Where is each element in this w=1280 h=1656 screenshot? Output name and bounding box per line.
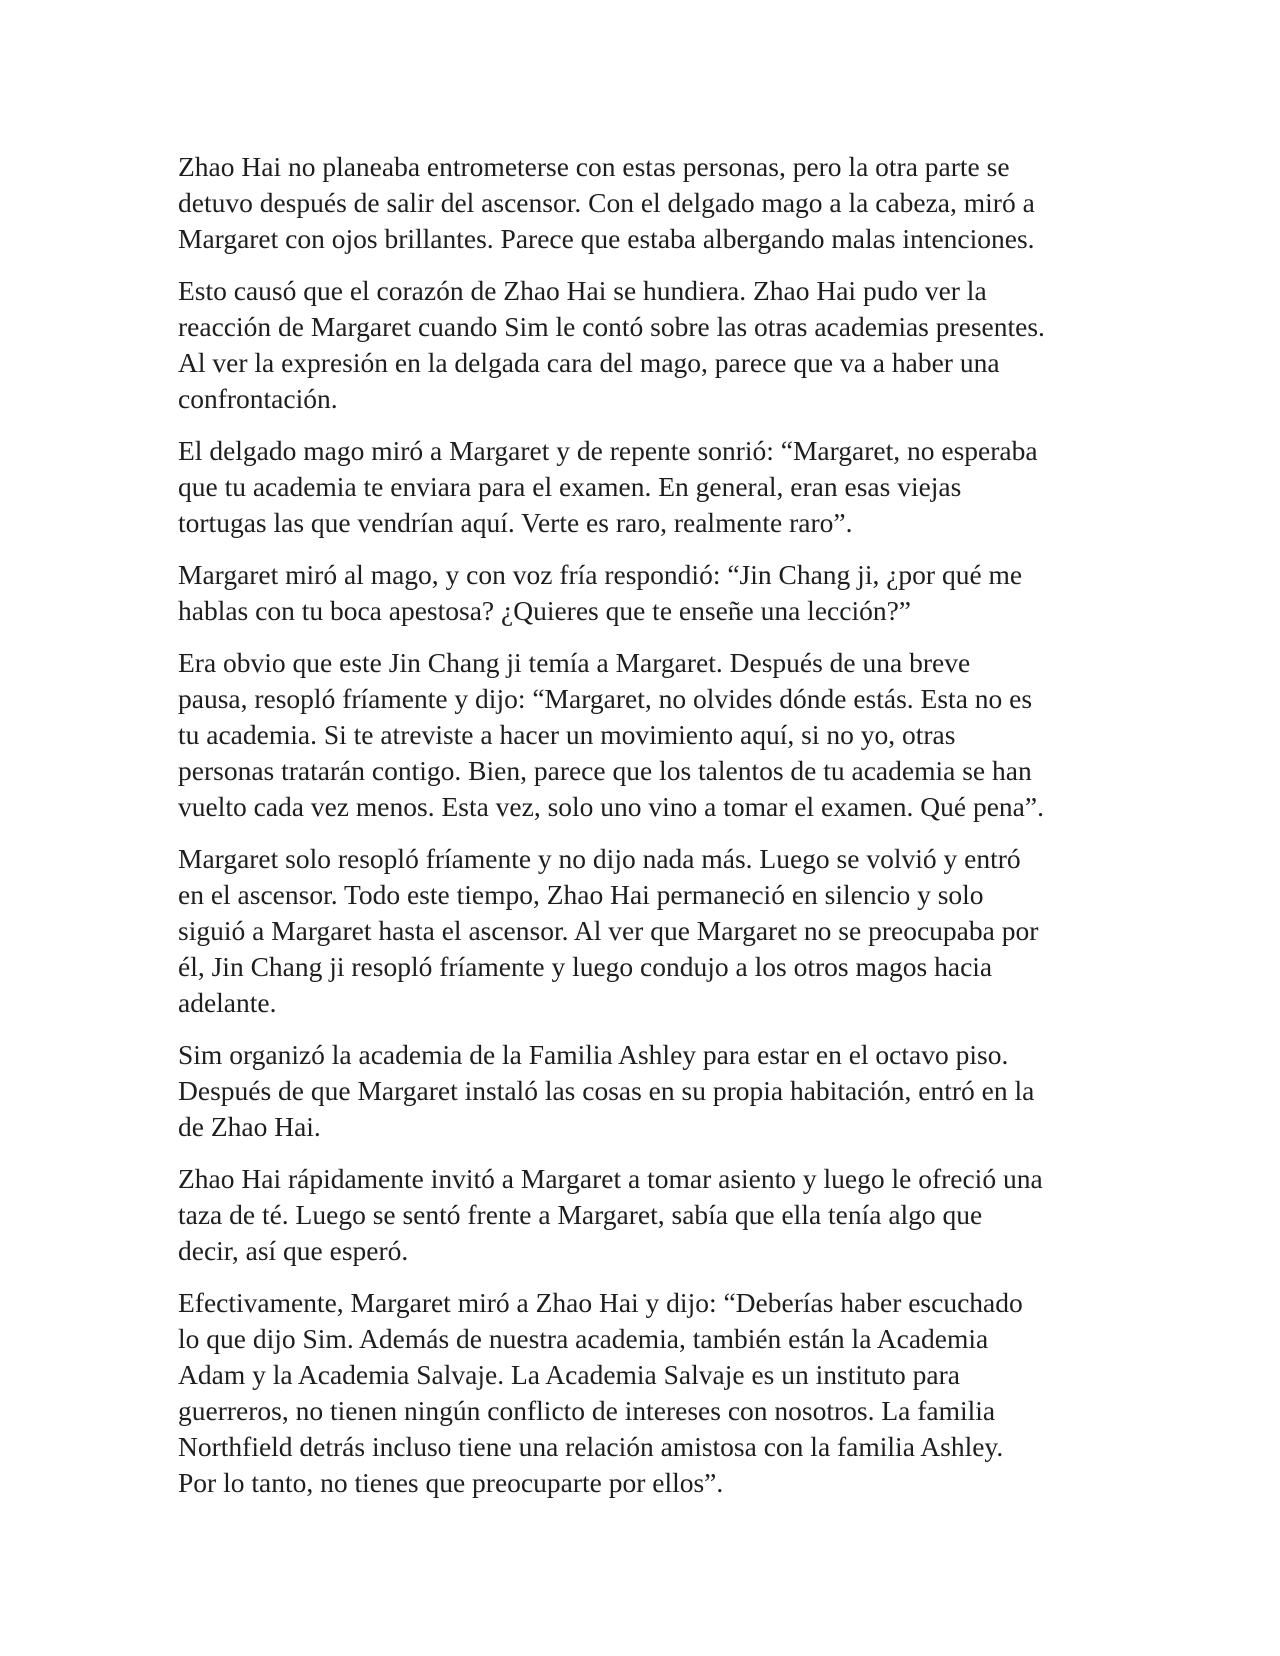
paragraph-1: Zhao Hai no planeaba entrometerse con estas personas, pero la otra parte se detuvo después de salir del ascensor. Con el delgado mago a la cabeza, miró a Margaret con ojos brillantes. Parece que estaba albergando malas intenciones.	[178, 151, 1035, 254]
paragraph-8: Zhao Hai rápidamente invitó a Margaret a tomar asiento y luego le ofreció una taza de té. Luego se sentó frente a Margaret, sabía que ella tenía algo que decir, así que esperó.	[178, 1163, 1043, 1266]
paragraph-4: Margaret miró al mago, y con voz fría respondió: “Jin Chang ji, ¿por qué me hablas con tu boca apestosa? ¿Quieres que te enseñe una lección?”	[178, 559, 1023, 626]
paragraph-7: Sim organizó la academia de la Familia Ashley para estar en el octavo piso. Después de que Margaret instaló las cosas en su propia habitación, entró en la de Zhao Hai.	[178, 1039, 1035, 1142]
paragraph-9: Efectivamente, Margaret miró a Zhao Hai y dijo: “Deberías haber escuchado lo que dijo Sim. Además de nuestra academia, también están la Academia Adam y la Academia Salvaje. La Academia Salvaje es un instituto para guerreros, no tienen ningún conflicto de intereses con nosotros. La familia Northfield detrás incluso tiene una relación amistosa con la familia Ashley. Por lo tanto, no tienes que preocuparte por ellos”.	[178, 1287, 1023, 1498]
document-body	[178, 149, 1108, 1517]
paragraph-5: Era obvio que este Jin Chang ji temía a Margaret. Después de una breve pausa, resopló fríamente y dijo: “Margaret, no olvides dónde estás. Esta no es tu academia. Si te atreviste a hacer un movimiento aquí, si no yo, otras personas tratarán contigo. Bien, parece que los talentos de tu academia se han vuelto cada vez menos. Esta vez, solo uno vino a tomar el examen. Qué pena”.	[178, 647, 1044, 822]
paragraph-3: El delgado mago miró a Margaret y de repente sonrió: “Margaret, no esperaba que tu academia te enviara para el examen. En general, eran esas viejas tortugas las que vendrían aquí. Verte es raro, realmente raro”.	[178, 435, 1038, 538]
paragraph-6: Margaret solo resopló fríamente y no dijo nada más. Luego se volvió y entró en el ascensor. Todo este tiempo, Zhao Hai permaneció en silencio y solo siguió a Margaret hasta el ascensor. Al ver que Margaret no se preocupaba por él, Jin Chang ji resopló fríamente y luego condujo a los otros magos hacia adelante.	[178, 843, 1039, 1018]
paragraph-2: Esto causó que el corazón de Zhao Hai se hundiera. Zhao Hai pudo ver la reacción de Margaret cuando Sim le contó sobre las otras academias presentes. Al ver la expresión en la delgada cara del mago, parece que va a haber una confrontación.	[178, 275, 1045, 414]
